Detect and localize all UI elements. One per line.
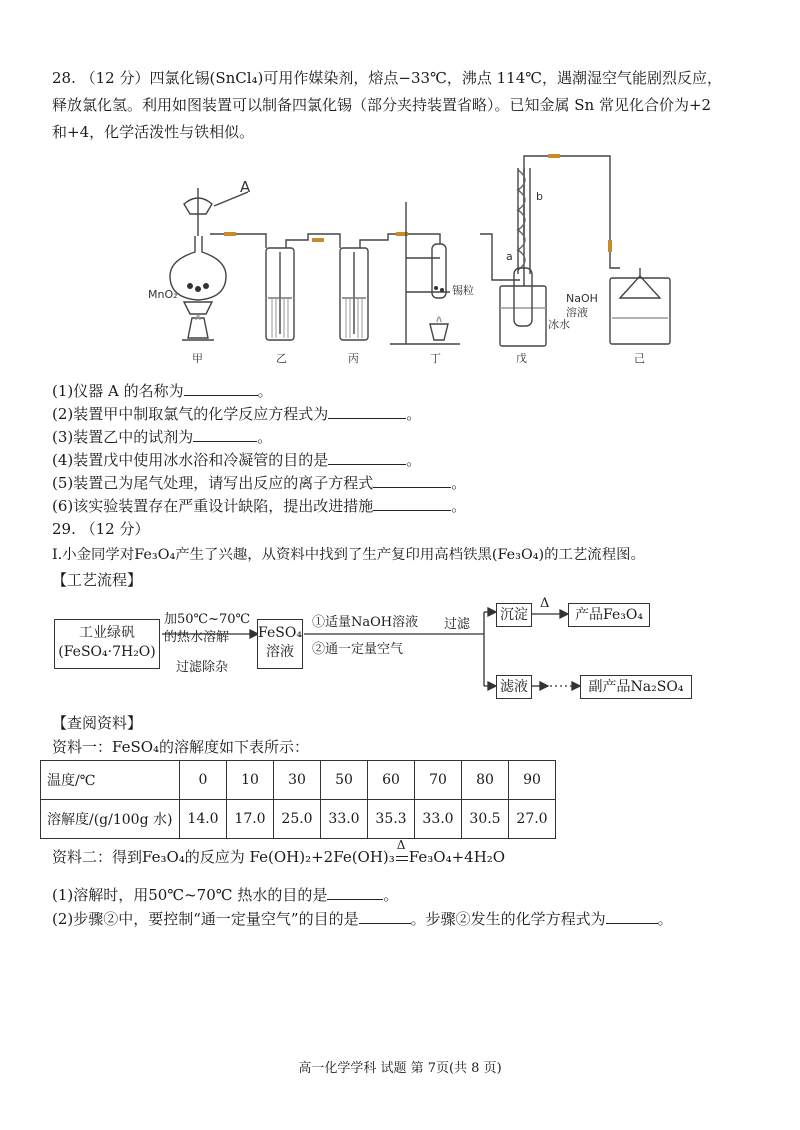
answer-blank[interactable] <box>359 909 411 924</box>
table-cell: 10 <box>227 761 274 800</box>
process-title: 【工艺流程】 <box>52 571 143 589</box>
q29-heading: 29. （12 分） <box>52 520 150 538</box>
table-row <box>41 761 556 800</box>
label-MnO2: MnO₂ <box>148 288 178 301</box>
label-b: b <box>536 190 543 203</box>
step2-naoh: ①适量NaOH溶液 <box>312 615 419 630</box>
apparatus-label-bing: 丙 <box>348 352 359 365</box>
precipitate-box: 沉淀 <box>496 603 532 627</box>
table-cell: 27.0 <box>509 800 556 839</box>
answer-blank[interactable] <box>373 496 451 511</box>
answer-blank[interactable] <box>328 404 406 419</box>
label-A: A <box>240 178 251 196</box>
apparatus-label-wu: 戊 <box>516 352 527 365</box>
table-cell: 35.3 <box>368 800 415 839</box>
apparatus-label-jia: 甲 <box>192 352 203 365</box>
table-cell: 90 <box>509 761 556 800</box>
q28-line2: 释放氯化氢。利用如图装置可以制备四氯化锡（部分夹持装置省略）。已知金属 Sn 常见化合价为+2 <box>52 96 712 114</box>
label-solution: 溶液 <box>566 306 588 319</box>
apparatus-label-yi: 乙 <box>276 352 287 365</box>
answer-blank[interactable] <box>328 450 406 465</box>
table-cell: 0 <box>180 761 227 800</box>
heat-delta: Δ <box>396 838 406 852</box>
answer-blank[interactable] <box>606 909 658 924</box>
byproduct-box: 副产品Na₂SO₄ <box>580 675 692 699</box>
q28-item-2: (2)装置甲中制取氯气的化学反应方程式为 。 <box>52 405 422 423</box>
heat-symbol: Δ <box>540 596 550 611</box>
reference-title: 【查阅资料】 <box>52 714 143 732</box>
step2-air: ②通一定量空气 <box>312 642 404 657</box>
table-header: 溶解度/(g/100g 水) <box>41 800 180 839</box>
page-footer: 高一化学学科 试题 第 7页(共 8 页) <box>298 1061 502 1076</box>
reference-1: 资料一：FeSO₄的溶解度如下表所示： <box>52 738 310 756</box>
table-header: 温度/℃ <box>41 761 180 800</box>
table-cell: 14.0 <box>180 800 227 839</box>
step1-condition: 加50℃~70℃ 的热水溶解 <box>164 612 251 645</box>
table-cell: 33.0 <box>321 800 368 839</box>
answer-blank[interactable] <box>193 427 257 442</box>
step1-filter: 过滤除杂 <box>176 660 229 675</box>
product-box: 产品Fe₃O₄ <box>568 603 650 627</box>
filter-label: 过滤 <box>444 617 471 632</box>
q28-line3: 和+4，化学活泼性与铁相似。 <box>52 123 255 141</box>
table-cell: 25.0 <box>274 800 321 839</box>
q28-item-4: (4)装置戊中使用冰水浴和冷凝管的目的是 。 <box>52 451 422 469</box>
apparatus-label-ding: 丁 <box>430 352 441 365</box>
filtrate-box: 滤液 <box>496 675 532 699</box>
label-naoh: NaOH <box>566 292 598 305</box>
answer-blank[interactable] <box>373 473 451 488</box>
answer-blank[interactable] <box>184 381 258 396</box>
q29-sub-1: (1)溶解时，用50℃~70℃ 热水的目的是 。 <box>52 886 399 904</box>
label-tin: 锡粒 <box>452 284 474 297</box>
q28-item-5: (5)装置己为尾气处理，请写出反应的离子方程式 。 <box>52 474 467 492</box>
feso4-solution-box: FeSO₄ 溶液 <box>257 619 303 669</box>
table-row <box>41 800 556 839</box>
solubility-table <box>40 760 556 839</box>
reference-2: 资料二：得到Fe₃O₄的反应为 Fe(OH)₂+2Fe(OH)₃ Δ Fe₃O₄+4H₂O <box>52 846 505 868</box>
q29-intro: I.小金同学对Fe₃O₄产生了兴趣，从资料中找到了生产复印用高档铁黑(Fe₃O₄)的工艺流程图。 <box>52 547 645 563</box>
q29-sub-2: (2)步骤②中，要控制“通一定量空气”的目的是 。步骤②发生的化学方程式为 。 <box>52 910 673 928</box>
answer-blank[interactable] <box>327 885 383 900</box>
q28-item-6: (6)该实验装置存在严重设计缺陷，提出改进措施 。 <box>52 497 467 515</box>
q28-line1: 28. （12 分）四氯化锡(SnCl₄)可用作媒染剂，熔点−33℃，沸点 114℃，遇潮湿空气能剧烈反应， <box>52 69 723 87</box>
table-cell: 17.0 <box>227 800 274 839</box>
q28-item-1: (1)仪器 A 的名称为 。 <box>52 382 273 400</box>
label-a: a <box>506 250 513 263</box>
table-cell: 30.5 <box>462 800 509 839</box>
apparatus-label-ji: 己 <box>634 352 645 365</box>
table-cell: 60 <box>368 761 415 800</box>
table-cell: 33.0 <box>415 800 462 839</box>
label-ice: 冰水 <box>548 318 570 331</box>
table-cell: 70 <box>415 761 462 800</box>
table-cell: 30 <box>274 761 321 800</box>
apparatus-diagram <box>140 148 680 370</box>
table-cell: 50 <box>321 761 368 800</box>
table-cell: 80 <box>462 761 509 800</box>
raw-material-box: 工业绿矾 (FeSO₄·7H₂O) <box>54 619 160 669</box>
q28-item-3: (3)装置乙中的试剂为 。 <box>52 428 273 446</box>
